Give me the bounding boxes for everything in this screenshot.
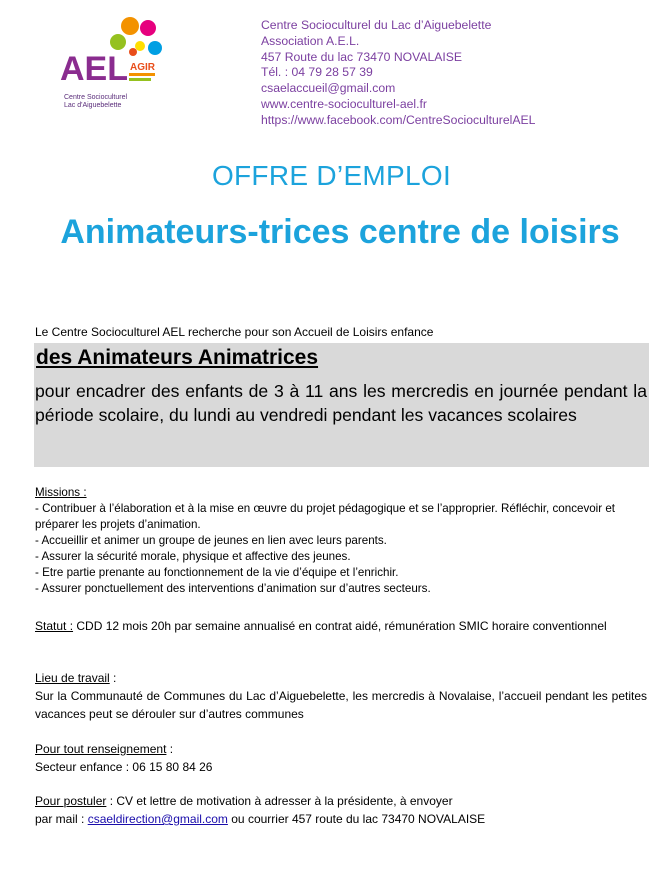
mission-item: - Contribuer à l’élaboration et à la mise en œuvre du projet pédagogique et se l’approprier. Réfléchir, concevoir et préparer les projets d’animation.: [35, 502, 616, 531]
lieu-label: Lieu de travail: [35, 671, 110, 685]
renseignement-label-suffix: :: [166, 742, 174, 756]
postuler-text-1: : CV et lettre de motivation à adresser à la présidente, à envoyer: [106, 794, 453, 808]
statut-section: [35, 617, 647, 635]
offre-title: OFFRE D’EMPLOI: [211, 160, 452, 191]
mission-item: - Accueillir et animer un groupe de jeunes en lien avec leurs parents.: [35, 534, 387, 547]
postuler-text-2: par mail :: [35, 812, 88, 826]
mission-item: - Assurer ponctuellement des interventions d’animation sur d’autres secteurs.: [35, 582, 431, 595]
postuler-text-3: ou courrier 457 route du lac 73470 NOVALAISE: [227, 812, 486, 826]
postuler-label: Pour postuler: [35, 794, 107, 808]
highlight-title: des Animateurs Animatrices: [36, 346, 319, 369]
contact-address: 457 Route du lac 73470 NOVALAISE: [261, 49, 462, 64]
missions-label: Missions :: [35, 486, 87, 499]
postuler-section: [35, 792, 647, 828]
intro-text: Le Centre Socioculturel AEL recherche pour son Accueil de Loisirs enfance: [35, 325, 434, 339]
contact-tel: Tél. : 04 79 28 57 39: [261, 65, 373, 80]
contact-email[interactable]: csaelaccueil@gmail.com: [261, 81, 396, 96]
contact-org: Centre Socioculturel du Lac d’Aiguebelette: [261, 18, 492, 32]
renseignement-label: Pour tout renseignement: [35, 742, 167, 756]
highlight-text: pour encadrer des enfants de 3 à 11 ans les mercredis en journée pendant la période scolaire, du lundi au vendredi pendant les vacances scolaires: [35, 381, 647, 425]
statut-label: Statut :: [35, 619, 74, 633]
logo-subline-2: Lac d'Aiguebelette: [64, 102, 122, 109]
missions-section: [35, 485, 647, 597]
mission-item: - Assurer la sécurité morale, physique et affective des jeunes.: [35, 550, 351, 563]
flower-icon: [58, 12, 168, 92]
lieu-label-suffix: :: [109, 671, 117, 685]
lieu-section: [35, 669, 647, 723]
renseignement-section: [35, 740, 647, 776]
poste-title: Animateurs-trices centre de loisirs: [60, 213, 620, 251]
ael-logo: [58, 12, 168, 112]
lieu-text: Sur la Communauté de Communes du Lac d’Aiguebelette, les mercredis à Novalaise, l’accueil pendant les petites vacances peut se dérouler sur d’autres communes: [35, 689, 647, 721]
logo-letters: AEL: [60, 50, 128, 88]
logo-badge: AGIR: [130, 62, 155, 73]
renseignement-text: Secteur enfance : 06 15 80 84 26: [35, 760, 213, 774]
mission-item: - Etre partie prenante au fonctionnement de la vie d’équipe et l’enrichir.: [35, 566, 399, 579]
logo-subline-1: Centre Socioculturel: [64, 94, 128, 101]
statut-text: CDD 12 mois 20h par semaine annualisé en contrat aidé, rémunération SMIC horaire conventionnel: [73, 619, 607, 633]
contact-assoc: Association A.E.L.: [261, 33, 360, 48]
contact-block: [261, 18, 535, 129]
contact-facebook[interactable]: https://www.facebook.com/CentreSocioculturelAEL: [261, 112, 536, 127]
contact-website[interactable]: www.centre-socioculturel-ael.fr: [261, 96, 427, 111]
postuler-email-link[interactable]: csaeldirection@gmail.com: [87, 812, 228, 826]
